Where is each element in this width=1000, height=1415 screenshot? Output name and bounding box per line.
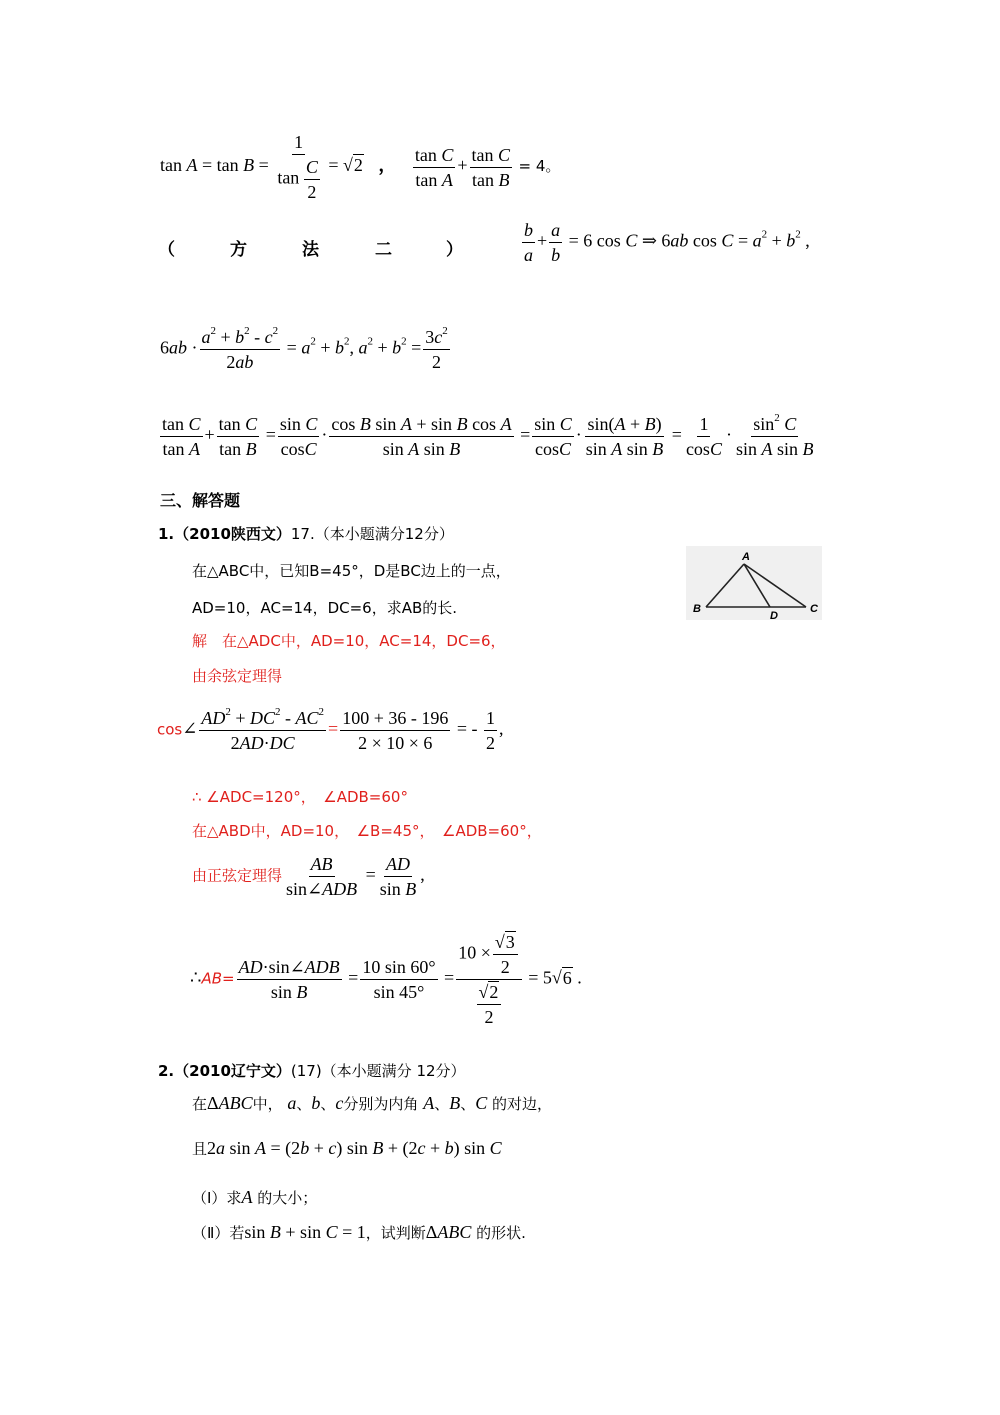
figure-label-b: B [693,603,701,615]
p1-triangle-abd: 在△ABD中，AD=10， ∠B=45°， ∠ADB=60°， [192,822,542,840]
method2-word2: 法 [302,240,319,260]
p1-header [158,523,454,544]
equation-sine-rule: 由正弦定理得 $\frac{AB}{\text{sin∠ADB}}$ = $\frac{AD}{\text{sin B}}$ , [192,854,425,899]
section-title: 三、解答题 [160,491,241,510]
p2-line2-a: 且 [192,1140,208,1158]
figure-label-a: A [742,551,750,563]
eq1-tail: = 4。 [518,157,561,176]
p2-line1-c: 分别为内角 [343,1095,419,1113]
method2-word1: 方 [230,240,247,260]
p1-line2: AD=10，AC=14，DC=6，求AB的长. [192,599,458,617]
equation-ab-result: ∴AB= $\frac{\text{AD·sin∠ADB}}{\text{sin B}}$ = $\frac{10 \sin 60^\circ}{\sin 45^\circ}$ = 10 × $\frac{√3}{2}$ $\frac{√2}{2}$ = 5√6 . [190,932,582,1027]
p2-line1-d: 的对边， [492,1095,553,1113]
p2-q1-b: 的大小； [257,1189,318,1207]
equation-cos-adc: cos∠ $\frac{AD^2 + DC^2 - AC^2}{2AD\cdot DC}$ = $\frac{100 + 36 - 196}{2 \times 10 \times 6}$ = - $\frac{1}{2}$ , [157,706,504,753]
equation-6ab: 6ab · $\frac{a^2 + b^2 - c^2}{2ab}$ = $a^2 + b^2$, $a^2 + b^2$ = $\frac{3c^2}{2}$ [160,325,448,372]
method2-close: ） [446,240,463,260]
p1-source: 1.（2010陕西文） [158,525,291,543]
p2-line1-a: 在 [192,1095,208,1113]
p2-source: 2.（2010辽宁文） [158,1062,291,1080]
p1-header-rest: 17.（本小题满分12分） [290,525,454,543]
method2-open: （ [158,240,175,260]
p2-header [158,1060,466,1081]
p1-solution-line1: 解 在△ADC中，AD=10，AC=14，DC=6， [192,632,506,650]
method2-word3: 二 [375,240,392,260]
p2-header-rest: (17)（本小题满分 12分） [290,1062,466,1080]
p1-result-angles: ∴ ∠ADC=120°， ∠ADB=60° [192,788,408,806]
p2-q2-c: 的形状. [476,1224,526,1242]
p2-question2: （Ⅱ）若sin B + sin C = 1，试判断ΔABC 的形状. [192,1222,526,1242]
p2-line2: 且2a sin A = (2b + c) sin B + (2c + b) sin C [192,1138,502,1158]
equation-method2: $\frac{b}{a}$ + $\frac{a}{b}$ = 6 cos C ⇒ 6ab $\cos C = a^2 + b^2$ , [524,220,810,265]
figure-label-c: C [810,603,818,615]
p1-solution-line2: 由余弦定理得 [192,667,283,685]
p2-line1-b: 中， [252,1095,283,1113]
p2-q2-b: ，试判断 [365,1224,426,1242]
triangle-figure [686,546,822,620]
equation-tan-sum: $\frac{\text{tan C}}{\text{tan A}}$ + $\frac{\text{tan C}}{\text{tan B}}$ = $\frac{\text{sin C}}{\cos C}$ · $\frac{\text{cos B sin A + sin B cos A}}{\text{sin A sin B}}$ = $\frac{\text{sin C}}{\cos C}$ · $\frac{\sin(A + B)}{\text{sin A sin B}}$ = $\frac{1}{\cos C}$ · $\frac{\sin^2 C}{\text{sin A sin B}}$ [162,412,814,459]
p2-q2-a: （Ⅱ）若 [192,1224,245,1242]
p2-question1: （Ⅰ）求A 的大小； [192,1187,318,1207]
equation-tan-a-b: tan A = tan B = 1 tan $\frac{C}{2}$ = √2 ， $\frac{\text{tan C}}{\text{tan A}}$ + $\frac{\text{tan C}}{\text{tan B}}$ = 4。 [160,132,561,202]
p2-q1-a: （Ⅰ）求 [192,1189,242,1207]
cos-label: cos [157,720,183,739]
figure-label-d: D [770,610,778,620]
ab-label: AB= [201,969,235,988]
p1-line1: 在△ABC中，已知B=45°，D是BC边上的一点， [192,562,511,580]
p2-line1: 在ΔABC中， a、b、c分别为内角 A、B、C 的对边， [192,1093,553,1113]
sine-rule-label: 由正弦定理得 [192,866,283,885]
